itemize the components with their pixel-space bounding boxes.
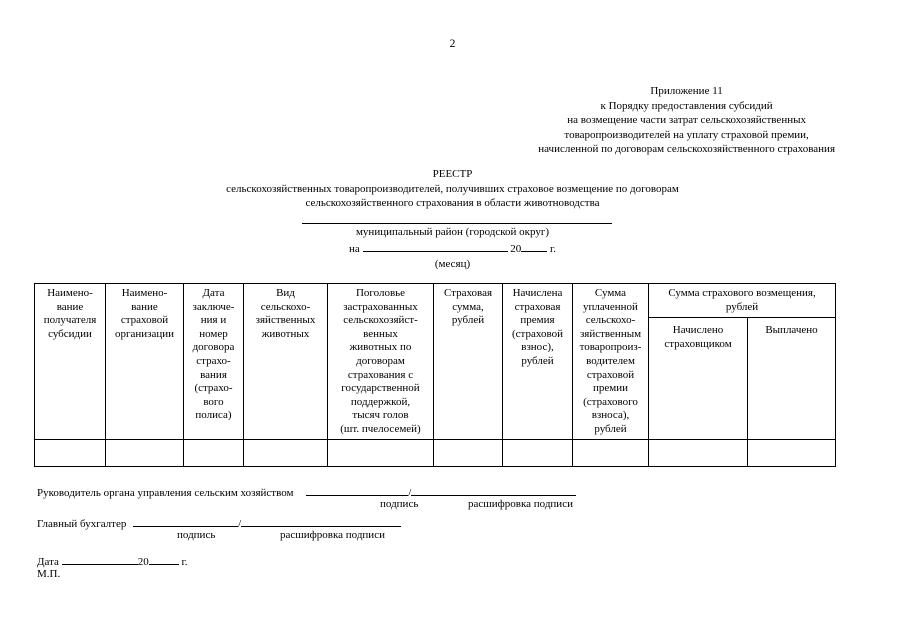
appendix-line: к Порядку предоставления субсидий <box>600 99 773 112</box>
head-sign-blank[interactable] <box>306 484 408 496</box>
table-cell[interactable] <box>503 439 573 466</box>
subheader-cell: Начислено страховщиком <box>649 318 748 440</box>
municipality-label: муниципальный район (городской округ) <box>355 226 550 238</box>
table-cell[interactable] <box>573 439 649 466</box>
header-cell: Начислена страховая премия (страховой взнос), рублей <box>503 284 573 440</box>
head-label: Руководитель органа управления сельским хозяйством <box>37 487 294 499</box>
page-number: 2 <box>449 38 456 50</box>
table-header-row <box>35 284 836 318</box>
header-group-cell: Сумма страхового возмещения, рублей <box>649 284 836 318</box>
municipality-blank-line <box>302 223 612 224</box>
table-cell[interactable] <box>649 439 748 466</box>
header-cell: Сумма уплаченной сельскохо- зяйственным товаропроиз- водителем страховой премии (страхового взноса), рублей <box>573 284 649 440</box>
date-suffix: г. <box>181 556 188 568</box>
date-label: Дата <box>37 556 59 568</box>
table-cell[interactable] <box>106 439 184 466</box>
period-line <box>0 240 905 257</box>
accountant-label: Главный бухгалтер <box>37 518 127 530</box>
table-cell[interactable] <box>434 439 503 466</box>
header-cell: Страховая сумма, рублей <box>434 284 503 440</box>
accountant-decode-blank[interactable] <box>241 515 401 527</box>
year-prefix: 20 <box>510 243 522 255</box>
header-cell: Наимено- вание страховой организации <box>106 284 184 440</box>
title-heading: РЕЕСТР <box>432 168 473 180</box>
table-cell[interactable] <box>748 439 836 466</box>
on-prefix: на <box>348 243 360 255</box>
head-decode-blank[interactable] <box>411 484 576 496</box>
date-year-blank[interactable] <box>149 553 179 565</box>
accountant-sign-blank[interactable] <box>133 515 238 527</box>
register-title <box>0 167 905 211</box>
header-cell: Вид сельскохо- зяйственных животных <box>244 284 328 440</box>
stamp-label: М.П. <box>37 568 61 580</box>
head-signature-line: Руководитель органа управления сельским хозяйством / <box>37 484 576 500</box>
accountant-decode-caption: расшифровка подписи <box>280 529 385 541</box>
appendix-header <box>538 84 835 157</box>
accountant-signature-line: Главный бухгалтер / <box>37 515 401 531</box>
table-cell[interactable] <box>35 439 106 466</box>
appendix-line: Приложение 11 <box>650 85 723 97</box>
header-cell: Дата заключе- ния и номер договора страхо- вания (страхо- вого полиса) <box>184 284 244 440</box>
month-label: (месяц) <box>434 258 471 270</box>
date-year-prefix: 20 <box>137 556 149 568</box>
table-cell[interactable] <box>244 439 328 466</box>
header-cell: Наимено- вание получателя субсидии <box>35 284 106 440</box>
header-cell: Поголовье застрахованных сельскохозяйст- венных животных по договорам страхования с государственной поддержкой, тысяч голов (шт. пчелосемей) <box>328 284 434 440</box>
year-blank <box>521 240 547 252</box>
title-line: сельскохозяйственного страхования в области животноводства <box>305 197 600 210</box>
table-cell[interactable] <box>328 439 434 466</box>
register-table <box>34 283 836 467</box>
table-cell[interactable] <box>184 439 244 466</box>
subheader-cell: Выплачено <box>748 318 836 440</box>
accountant-sign-caption: подпись <box>177 529 216 541</box>
head-sign-caption: подпись <box>380 498 419 510</box>
date-blank[interactable] <box>62 553 138 565</box>
appendix-line: товаропроизводителей на уплату страховой премии, <box>564 128 809 141</box>
municipality-block <box>0 225 905 272</box>
table-row <box>35 439 836 466</box>
year-suffix: г. <box>550 243 557 255</box>
month-blank <box>363 240 508 252</box>
head-decode-caption: расшифровка подписи <box>468 498 573 510</box>
appendix-line: на возмещение части затрат сельскохозяйственных <box>567 114 806 127</box>
title-line: сельскохозяйственных товаропроизводителей, получивших страховое возмещение по договорам <box>226 182 679 195</box>
appendix-line: начисленной по договорам сельскохозяйственного страхования <box>538 143 835 156</box>
